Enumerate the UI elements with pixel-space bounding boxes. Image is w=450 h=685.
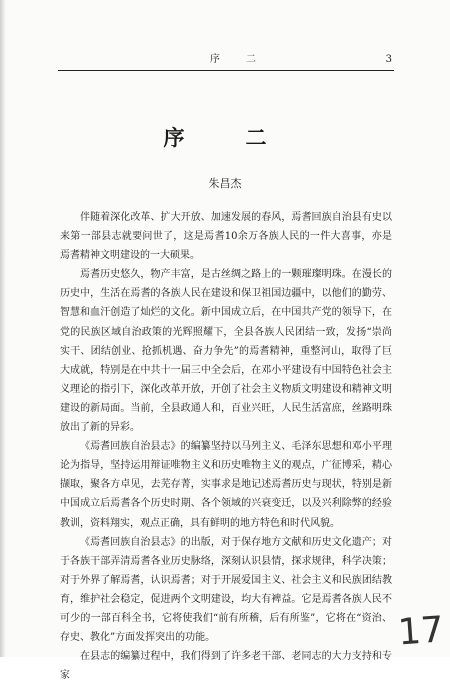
handwritten-page-mark: 17: [396, 609, 446, 654]
author-name: 朱昌杰: [208, 177, 242, 190]
page-edge-shadow: [0, 0, 6, 657]
running-title: 序 二: [210, 54, 264, 65]
paragraph-5: 在县志的编纂过程中，我们得到了许多老干部、老同志的大力支持和专家: [60, 651, 392, 682]
page-title: 序 二: [163, 125, 287, 150]
paragraph-1: 伴随着深化改革、扩大开放、加速发展的春风，焉耆回族自治县有史以来第一部县志就要问世了，这是焉耆10余万各族人民的一件大喜事，亦是焉耆精神文明建设的一大硕果。: [60, 212, 392, 262]
paragraph-4: 《焉耆回族自治县志》的出版，对于保存地方文献和历史文化遗产；对于各族干部弄清焉耆各业历史脉络，深刻认识县情，探求规律，科学决策；对于外界了解焉耆，认识焉耆；对于开展爱国主义、社会主义和民族团结教育，维护社会稳定，促进两个文明建设，均大有裨益。它是焉耆各族人民不可少的一部百科全书，它将使我们“前有所稽，后有所鉴”，它将在“资治、存史、教化”方面发挥突出的功能。: [60, 536, 392, 644]
running-header: [60, 52, 392, 68]
paragraph-3: 《焉耆回族自治县志》的编纂坚持以马列主义、毛泽东思想和邓小平理论为指导，坚持运用辩证唯物主义和历史唯物主义的观点，广征博采，精心撷取，聚各方卓见，去芜存菁，实事求是地记述焉耆历史与现状，特别是新中国成立后焉耆各个历史时期、各个领域的兴衰变迁，以及兴利除弊的经验教训，资料翔实，观点正确，具有鲜明的地方特色和时代风貌。: [60, 441, 392, 529]
page-number: 3: [385, 54, 392, 65]
header-rule: [58, 70, 394, 71]
body-text: [60, 208, 392, 685]
paragraph-2: 焉耆历史悠久，物产丰富，是古丝绸之路上的一颗璀璨明珠。在漫长的历史中，生活在焉耆的各族人民在建设和保卫祖国边疆中，以他们的勤劳、智慧和血汗创造了灿烂的文化。新中国成立后，在中国共产党的领导下，在党的民族区域自治政策的光辉照耀下，全县各族人民团结一致，发扬“崇尚实干、团结创业、抢抓机遇、奋力争先”的焉耆精神，重整河山，取得了巨大成就，特别是在中共十一届三中全会后，在邓小平建设有中国特色社会主义理论的指引下，深化改革开放，开创了社会主义物质文明建设和精神文明建设的新局面。当前，全县政通人和，百业兴旺，人民生活富庶，丝路明珠放出了新的异彩。: [60, 269, 392, 434]
